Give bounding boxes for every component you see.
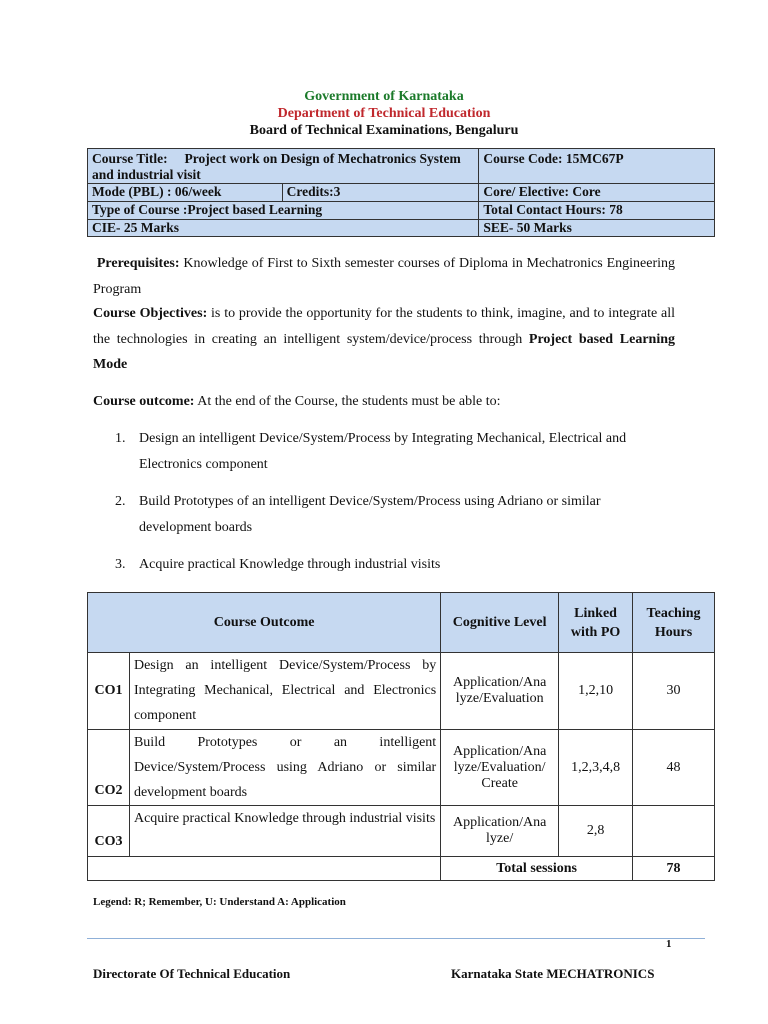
outcome-intro (93, 389, 675, 415)
outcome-intro-text: At the end of the Course, the students must be able to: (197, 394, 501, 409)
co-cognitive-level: Application/Ana lyze/Evaluation (441, 653, 559, 730)
co-teaching-hours: 30 (633, 653, 715, 730)
course-code-cell: Course Code: 15MC67P (479, 149, 715, 184)
list-item-number: 3. (115, 557, 126, 572)
credits-cell: Credits:3 (282, 184, 479, 202)
co-teaching-hours: 48 (633, 730, 715, 806)
course-title-label: Course Title: (92, 151, 168, 166)
table-total-row (88, 857, 715, 881)
course-title-cell (88, 149, 479, 184)
co-cognitive-level: Application/Ana lyze/ (441, 806, 559, 857)
header-teaching-hours: Teaching Hours (633, 593, 715, 653)
header-cognitive-level: Cognitive Level (441, 593, 559, 653)
course-type-cell: Type of Course :Project based Learning (88, 202, 479, 220)
co-id: CO3 (88, 806, 130, 857)
list-item-text: Design an intelligent Device/System/Process by Integrating Mechanical, Electrical and Electronics component (139, 431, 627, 472)
list-item-text: Acquire practical Knowledge through industrial visits (139, 557, 441, 572)
prerequisites-text: Knowledge of First to Sixth semester courses of Diploma in Mechatronics Engineering Program (93, 256, 676, 297)
co-teaching-hours (633, 806, 715, 857)
course-info-row (88, 184, 715, 202)
co-linked-po: 1,2,3,4,8 (559, 730, 633, 806)
prerequisites-label: Prerequisites: (96, 256, 180, 271)
cie-cell: CIE- 25 Marks (88, 220, 479, 237)
footer-divider (87, 938, 705, 939)
legend: Legend: R; Remember, U: Understand A: Application (93, 896, 346, 908)
co-linked-po: 2,8 (559, 806, 633, 857)
co-id: CO1 (88, 653, 130, 730)
course-outcome-table (87, 592, 715, 881)
table-header-row (88, 593, 715, 653)
objectives-label: Course Objectives: (93, 306, 208, 321)
list-item-text: Build Prototypes of an intelligent Device/System/Process using Adriano or similar development boards (139, 494, 601, 535)
header-government: Government of Karnataka (304, 89, 464, 104)
co-description: Acquire practical Knowledge through industrial visits (129, 806, 440, 857)
prerequisites-paragraph (93, 251, 675, 302)
course-title-value: Project work on Design of Mechatronics System and industrial visit (92, 151, 461, 182)
course-info-row (88, 220, 715, 237)
course-info-table (87, 148, 715, 237)
mode-cell: Mode (PBL) : 06/week (88, 184, 283, 202)
header-course-outcome: Course Outcome (88, 593, 441, 653)
footer-right: Karnataka State MECHATRONICS (451, 966, 655, 981)
course-info-row (88, 202, 715, 220)
core-elective-cell: Core/ Elective: Core (479, 184, 715, 202)
co-linked-po: 1,2,10 (559, 653, 633, 730)
co-cognitive-level: Application/Ana lyze/Evaluation/ Create (441, 730, 559, 806)
see-cell: SEE- 50 Marks (479, 220, 715, 237)
header-linked-po: Linked with PO (559, 593, 633, 653)
co-description: Design an intelligent Device/System/Process by Integrating Mechanical, Electrical and Electronics component (129, 653, 440, 730)
objectives-text: is to provide the opportunity for the students to think, imagine, and to integrate all the technologies in creating an intelligent system/device/process through (93, 306, 675, 347)
table-row (88, 730, 715, 806)
objectives-paragraph (93, 301, 675, 378)
objectives-bold-tail: Project based Learning Mode (93, 331, 675, 372)
page-number: 1 (666, 938, 672, 950)
list-item-number: 2. (115, 494, 126, 509)
total-sessions-label: Total sessions (441, 857, 633, 881)
outcome-intro-label: Course outcome: (93, 394, 195, 409)
total-spacer (88, 857, 441, 881)
header-board: Board of Technical Examinations, Bengaluru (249, 123, 519, 138)
co-description: Build Prototypes or an intelligent Device/System/Process using Adriano or similar development boards (129, 730, 440, 806)
co-id: CO2 (88, 730, 130, 806)
contact-hours-cell: Total Contact Hours: 78 (479, 202, 715, 220)
table-row (88, 653, 715, 730)
course-info-row (88, 149, 715, 184)
table-row (88, 806, 715, 857)
header-department: Department of Technical Education (277, 106, 491, 121)
list-item-number: 1. (115, 431, 126, 446)
total-sessions-value: 78 (633, 857, 715, 881)
footer-left: Directorate Of Technical Education (93, 966, 291, 981)
